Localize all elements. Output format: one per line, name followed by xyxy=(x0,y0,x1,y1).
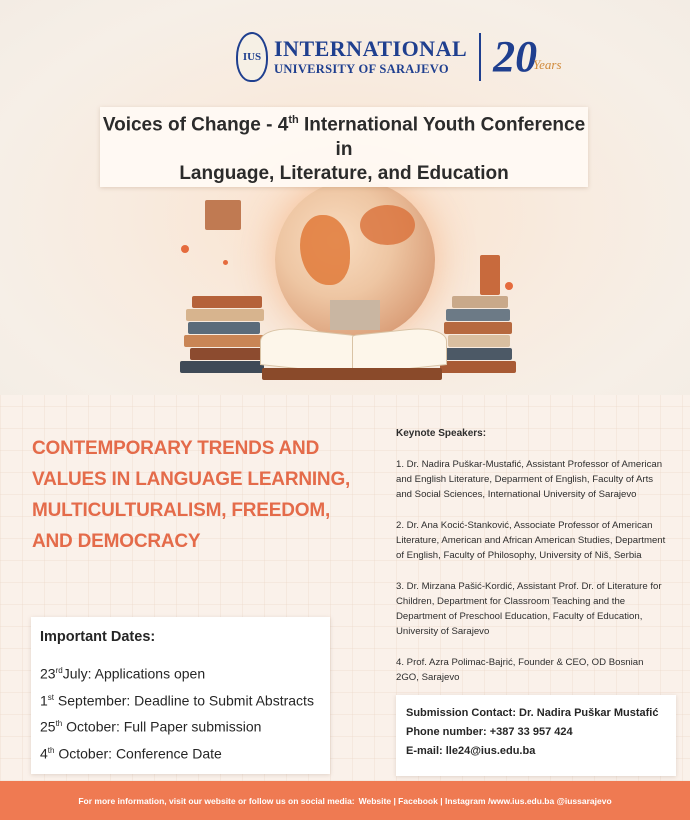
date-item xyxy=(40,659,321,686)
logo-divider xyxy=(479,33,481,81)
footer-social-links[interactable]: Website | Facebook | Instagram /www.ius.edu.ba @iussarajevo xyxy=(358,795,612,806)
title-part: International Youth Conference in xyxy=(298,114,586,160)
logo-line-2: UNIVERSITY OF SARAJEVO xyxy=(274,62,449,77)
keynote-speaker-item: 3. Dr. Mirzana Pašić-Kordić, Assistant Prof. Dr. of Literature for Children, Department for Classroom Teaching and the Department of Preschool Education, Faculty of Education, University of Sarajevo xyxy=(396,581,662,637)
keynote-speaker-item: 1. Dr. Nadira Puškar-Mustafić, Assistant Professor of American and English Literature, Deparment of English, Faculty of Arts and Social Sciences, International University of Sarajevo xyxy=(396,459,663,500)
decor-dot xyxy=(505,282,513,290)
date-day: 4 xyxy=(40,745,48,762)
keynote-speaker-item: 4. Prof. Azra Polimac-Bajrić, Founder & CEO, OD Bosnian 2GO, Sarajevo xyxy=(396,657,644,683)
date-item xyxy=(40,739,321,766)
book-stack-right xyxy=(440,361,516,373)
book-stack-left xyxy=(190,348,264,360)
seal-text: IUS xyxy=(242,51,262,63)
logo-line-1: INTERNATIONAL xyxy=(274,36,468,62)
date-text: October: Conference Date xyxy=(54,745,222,762)
submission-contact-box xyxy=(396,695,676,776)
university-logo xyxy=(236,28,562,86)
book-stack-left xyxy=(180,361,264,373)
globe-continent-shape xyxy=(360,205,415,245)
date-day: 23 xyxy=(40,665,56,682)
book-stack-left xyxy=(192,296,262,308)
date-suffix: rd xyxy=(55,666,63,675)
conference-theme-headline: CONTEMPORARY TRENDS AND VALUES IN LANGUAGE LEARNING, MULTICULTURALISM, FREEDOM, AND DEMOCRACY xyxy=(32,438,351,552)
date-suffix: st xyxy=(47,692,55,702)
decor-dot xyxy=(223,260,228,265)
book-stack-right xyxy=(442,348,512,360)
anniversary-word: Years xyxy=(533,56,562,72)
conference-title-line-2: Language, Literature, and Education xyxy=(179,162,509,184)
important-dates-box xyxy=(31,617,330,774)
date-text: September: Deadline to Submit Abstracts xyxy=(54,692,314,709)
title-superscript: th xyxy=(288,114,299,127)
footer-info-text: For more information, visit our website or follow us on social media: xyxy=(78,795,355,806)
globe-stand xyxy=(330,300,380,330)
keynote-heading: Keynote Speakers: xyxy=(396,428,487,439)
contact-phone[interactable]: Phone number: +387 33 957 424 xyxy=(406,726,573,738)
book-stack-right xyxy=(446,309,510,321)
date-item xyxy=(40,686,321,713)
hero-illustration xyxy=(0,0,690,395)
date-suffix: th xyxy=(55,719,63,729)
keynote-speaker-item: 2. Dr. Ana Kocić-Stanković, Associate Professor of American Literature, American and African American Studies, Department of English, Faculty of Philosophy, University of Niš, Serbia xyxy=(396,520,666,561)
date-text: October: Full Paper submission xyxy=(62,718,262,735)
date-day: 1 xyxy=(40,692,48,709)
important-dates-heading: Important Dates: xyxy=(40,629,156,645)
anniversary-mark xyxy=(493,32,562,82)
book-stack-right xyxy=(448,335,510,347)
book-stack-right xyxy=(452,296,508,308)
date-item xyxy=(40,712,321,739)
picture-frame xyxy=(480,255,500,295)
date-suffix: th xyxy=(47,745,55,755)
conference-title-line-1 xyxy=(100,108,588,161)
book-stack-left xyxy=(186,309,264,321)
contact-email[interactable]: E-mail: lle24@ius.edu.ba xyxy=(406,745,536,757)
university-seal-icon xyxy=(236,32,268,82)
book-stack-left xyxy=(184,335,264,347)
book-stack-left xyxy=(205,200,241,230)
anniversary-number: 20 xyxy=(493,32,538,82)
date-text: July: Applications open xyxy=(62,665,206,682)
book-stack-left xyxy=(188,322,260,334)
contact-name: Submission Contact: Dr. Nadira Puškar Mustafić xyxy=(406,707,659,719)
decor-dot xyxy=(181,245,189,253)
footer-bar xyxy=(0,781,690,820)
title-part: Voices of Change - 4 xyxy=(102,114,289,136)
logo-text xyxy=(274,38,467,76)
date-day: 25 xyxy=(40,718,56,735)
open-book-base xyxy=(262,368,442,380)
keynote-speakers-section xyxy=(396,426,666,701)
conference-title-box xyxy=(100,107,588,187)
book-stack-right xyxy=(444,322,512,334)
